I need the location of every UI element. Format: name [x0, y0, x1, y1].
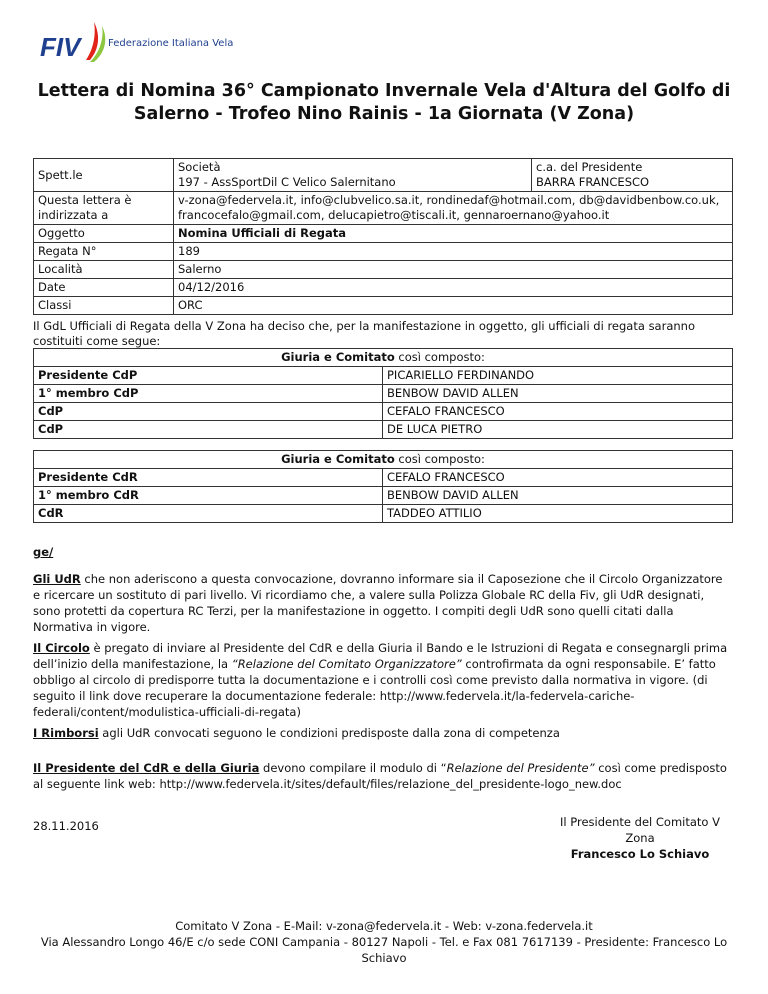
- spett-label: Spett.le: [34, 159, 174, 192]
- paragraph-circolo: Il Circolo è pregato di inviare al Presidente del CdR e della Giuria il Bando e le Istruzioni di Regata e consegnargli prima dell’inizio della manifestazione, la “Relazione del Comitato Organizzatore” controfirmata da ogni responsabile. E’ fatto obbligo al circolo di predisporre tutta la documentazione e i controlli così come previsto dalla normativa in vigore. (di seguito il link dove recuperare la documentazione federale: http://www.federvela.it/la-federvela-cariche-federali/content/modulistica-ufficiali-di-regata): [33, 641, 728, 719]
- committee-role: CdP: [34, 403, 383, 421]
- committee-role: CdP: [34, 421, 383, 439]
- classi-value: ORC: [174, 297, 733, 315]
- societa-value: 197 - AssSportDil C Velico Salernitano: [178, 175, 396, 189]
- info-row-oggetto: [34, 225, 733, 243]
- committee-role: Presidente CdP: [34, 367, 383, 385]
- committee-member: BENBOW DAVID ALLEN: [383, 487, 733, 505]
- date-label: Date: [34, 279, 174, 297]
- paragraph-presidente-lead: Il Presidente del CdR e della Giuria: [33, 761, 260, 775]
- letter-date: 28.11.2016: [33, 819, 99, 833]
- paragraph-udr-lead: Gli UdR: [33, 572, 81, 586]
- signature-block: [545, 814, 735, 862]
- info-row-localita: [34, 261, 733, 279]
- info-table: [33, 158, 733, 315]
- paragraph-presidente: Il Presidente del CdR e della Giuria devono compilare il modulo di “Relazione del Presidente” così come predisposto al seguente link web: http://www.federvela.it/sites/default/files/relazione_del_presidente-logo_new.doc: [33, 761, 727, 791]
- footer-contacts: Comitato V Zona - E-Mail: v-zona@federvela.it - Web: v-zona.federvela.it: [175, 919, 593, 933]
- addressed-label: Questa lettera è indirizzata a: [34, 192, 174, 225]
- info-row-spett: [34, 159, 733, 192]
- committee-role: 1° membro CdP: [34, 385, 383, 403]
- signature-title: Il Presidente del Comitato V Zona: [560, 815, 720, 845]
- footer-address: Via Alessandro Longo 46/E c/o sede CONI Campania - 80127 Napoli - Tel. e Fax 081 7617139 - Presidente: Francesco Lo Schiavo: [40, 935, 728, 965]
- ca-label: c.a. del Presidente: [536, 160, 643, 174]
- localita-value: Salerno: [174, 261, 733, 279]
- addressed-value: v-zona@federvela.it, info@clubvelico.sa.it, rondinedaf@hotmail.com, db@davidbenbow.co.uk, francocefalo@gmail.com, delucapietro@tiscali.it, gennaroernano@yahoo.it: [174, 192, 733, 225]
- info-row-classi: [34, 297, 733, 315]
- societa-label: Società: [178, 160, 221, 174]
- fiv-logo-letters: FIV: [40, 32, 81, 62]
- committee-member: TADDEO ATTILIO: [383, 505, 733, 523]
- paragraph-udr: Gli UdR che non aderiscono a questa convocazione, dovranno informare sia il Caposezione che il Circolo Organizzatore e ricercare un sostituto di pari livello. Vi ricordiamo che, a valere sulla Polizza Globale RC della Fiv, gli UdR designati, sono protetti da copertura RC Terzi, per la manifestazione in oggetto. I compiti degli UdR sono quelli citati dalla Normativa in vigore.: [33, 572, 723, 634]
- info-row-addressed: [34, 192, 733, 225]
- footer: [30, 918, 738, 966]
- oggetto-label: Oggetto: [34, 225, 174, 243]
- classi-label: Classi: [34, 297, 174, 315]
- committee-member: CEFALO FRANCESCO: [383, 403, 733, 421]
- paragraph-circolo-lead: Il Circolo: [33, 641, 90, 655]
- committee-row: [34, 403, 733, 421]
- committee-row: [34, 367, 733, 385]
- ca-value: BARRA FRANCESCO: [536, 175, 650, 189]
- committee-row: [34, 469, 733, 487]
- committee-row: [34, 385, 733, 403]
- regata-value: 189: [174, 243, 733, 261]
- committee-1-heading: Giuria e Comitato così composto:: [34, 349, 733, 367]
- committee-role: 1° membro CdR: [34, 487, 383, 505]
- committee-member: DE LUCA PIETRO: [383, 421, 733, 439]
- committee-member: BENBOW DAVID ALLEN: [383, 385, 733, 403]
- committee-member: CEFALO FRANCESCO: [383, 469, 733, 487]
- ge-marker: ge/: [33, 545, 54, 559]
- committee-table-1: [33, 348, 733, 439]
- intro-text: Il GdL Ufficiali di Regata della V Zona ha deciso che, per la manifestazione in oggetto, gli ufficiali di regata saranno costituiti come segue:: [33, 319, 695, 348]
- committee-row: [34, 487, 733, 505]
- paragraph-rimborsi-lead: I Rimborsi: [33, 726, 99, 740]
- committee-2-heading: Giuria e Comitato così composto:: [34, 451, 733, 469]
- societa-cell: [174, 159, 733, 192]
- regata-label: Regata N°: [34, 243, 174, 261]
- signature-name: Francesco Lo Schiavo: [570, 847, 710, 861]
- paragraph-rimborsi: I Rimborsi agli UdR convocati seguono le condizioni predisposte dalla zona di competenza: [33, 726, 560, 740]
- localita-label: Località: [34, 261, 174, 279]
- committee-table-2: [33, 450, 733, 523]
- info-row-regata: [34, 243, 733, 261]
- page-title: Lettera di Nomina 36° Campionato Invernale Vela d'Altura del Golfo di Salerno - Trofeo Nino Rainis - 1a Giornata (V Zona): [37, 81, 731, 124]
- committee-member: PICARIELLO FERDINANDO: [383, 367, 733, 385]
- info-row-date: [34, 279, 733, 297]
- oggetto-value: Nomina Ufficiali di Regata: [174, 225, 733, 243]
- committee-row: [34, 505, 733, 523]
- committee-role: Presidente CdR: [34, 469, 383, 487]
- date-value: 04/12/2016: [174, 279, 733, 297]
- federation-name: Federazione Italiana Vela: [108, 38, 234, 49]
- committee-role: CdR: [34, 505, 383, 523]
- committee-row: [34, 421, 733, 439]
